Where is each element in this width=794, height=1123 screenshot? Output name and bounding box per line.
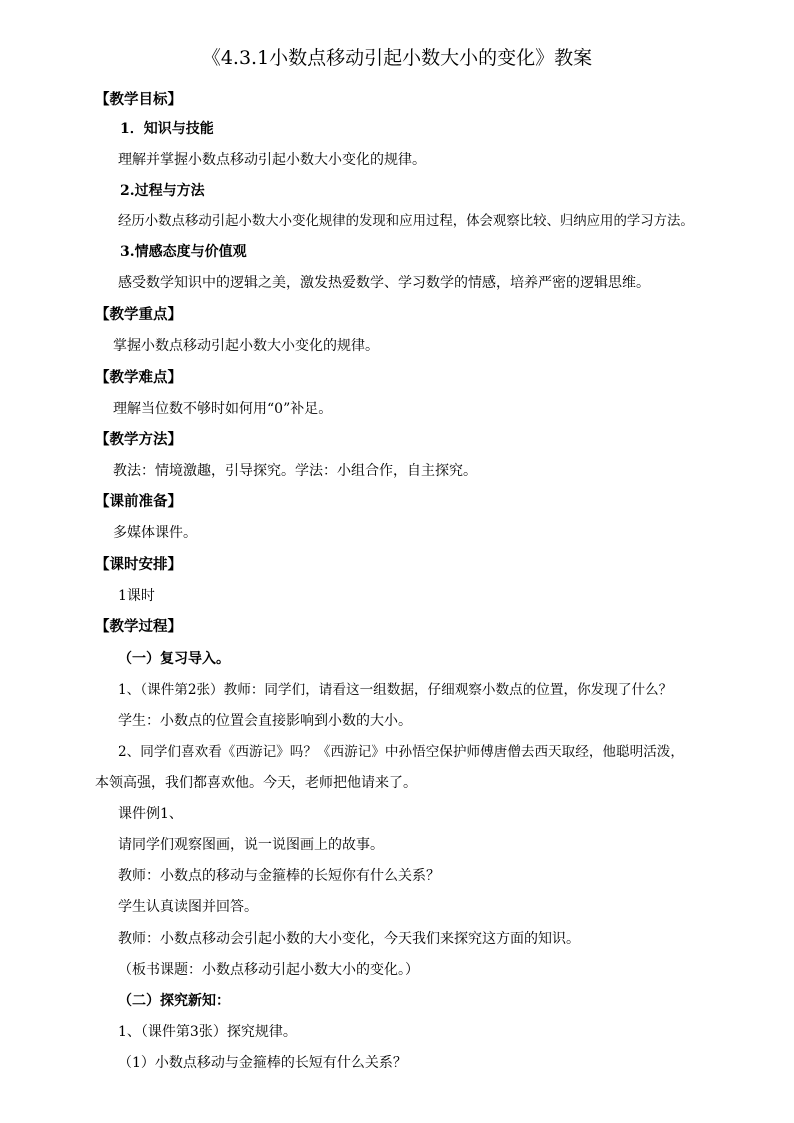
preparation-heading: 【课前准备】	[95, 493, 182, 510]
process-paragraph: 请同学们观察图画，说一说图画上的故事。	[118, 837, 384, 853]
process-paragraph: （板书课题：小数点移动引起小数大小的变化。）	[118, 962, 419, 978]
part2-title: （二）探究新知：	[118, 993, 230, 1009]
goals-heading: 【教学目标】	[95, 91, 182, 108]
difficulty-heading: 【教学难点】	[95, 369, 182, 386]
process-paragraph: 学生认真读图并回答。	[118, 899, 258, 915]
process-paragraph: （1）小数点移动与金箍棒的长短有什么关系？	[118, 1055, 407, 1071]
process-paragraph: 学生：小数点的位置会直接影响到小数的大小。	[118, 713, 412, 729]
difficulty-text: 理解当位数不够时如何用“0”补足。	[113, 401, 333, 417]
process-methods-title: 2.过程与方法	[120, 183, 205, 199]
preparation-text: 多媒体课件。	[113, 525, 197, 541]
method-text: 教法：情境激趣，引导探究。学法：小组合作，自主探究。	[113, 463, 477, 479]
document-title: 《4.3.1小数点移动引起小数大小的变化》教案	[201, 47, 593, 69]
emotion-values-text: 感受数学知识中的逻辑之美，激发热爱数学、学习数学的情感，培养严密的逻辑思维。	[118, 275, 650, 291]
schedule-heading: 【课时安排】	[95, 556, 182, 573]
process-paragraph: 教师：小数点的移动与金箍棒的长短你有什么关系？	[118, 868, 440, 884]
process-heading: 【教学过程】	[95, 618, 182, 635]
emotion-values-title: 3.情感态度与价值观	[120, 244, 247, 260]
part1-title: （一）复习导入。	[118, 651, 230, 667]
knowledge-skills-text: 理解并掌握小数点移动引起小数大小变化的规律。	[118, 152, 426, 168]
process-paragraph: 课件例1、	[118, 806, 183, 822]
schedule-text: 1课时	[118, 588, 155, 604]
knowledge-skills-title: 1．知识与技能	[120, 121, 214, 137]
process-paragraph: 1、（课件第2张）教师：同学们，请看这一组数据，仔细观察小数点的位置，你发现了什么？	[118, 682, 673, 698]
process-methods-text: 经历小数点移动引起小数大小变化规律的发现和应用过程，体会观察比较、归纳应用的学习方法。	[118, 214, 694, 229]
process-paragraph: 教师：小数点移动会引起小数的大小变化，今天我们来探究这方面的知识。	[118, 931, 580, 947]
process-paragraph: 1、（课件第3张）探究规律。	[118, 1024, 297, 1040]
key-point-heading: 【教学重点】	[95, 306, 182, 323]
method-heading: 【教学方法】	[95, 431, 182, 448]
process-paragraph: 2、同学们喜欢看《西游记》吗？《西游记》中孙悟空保护师傅唐僧去西天取经，他聪明活泼，	[118, 744, 684, 760]
process-paragraph: 本领高强，我们都喜欢他。今天，老师把他请来了。	[95, 775, 417, 791]
key-point-text: 掌握小数点移动引起小数大小变化的规律。	[113, 338, 379, 354]
